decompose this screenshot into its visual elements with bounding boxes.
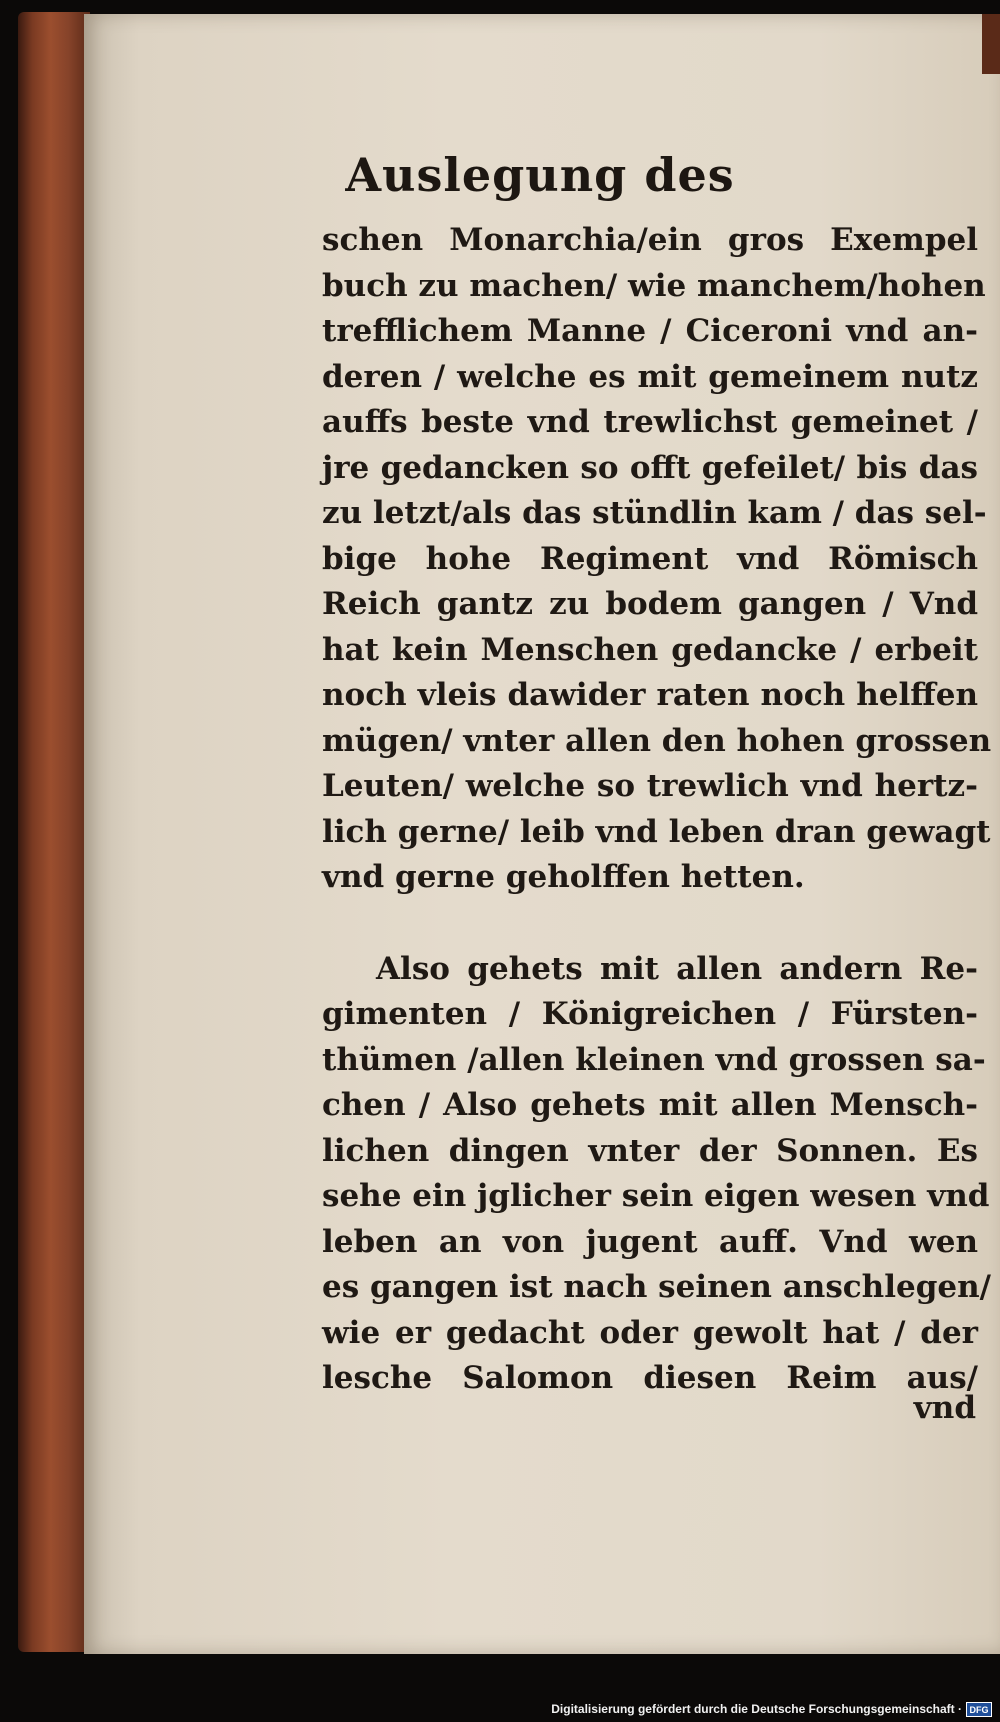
catchword: vnd <box>913 1390 976 1426</box>
text-line: Reich gantz zu bodem gangen / Vnd <box>322 586 978 622</box>
text-line: lesche Salomon diesen Reim aus/ <box>322 1360 978 1396</box>
text-line: lichen dingen vnter der Sonnen. Es <box>322 1132 978 1169</box>
text-line: hat kein Menschen gedancke / erbeit <box>322 631 978 668</box>
footer-bar <box>0 1694 1000 1722</box>
text-line: wie er gedacht oder gewolt hat / der <box>322 1314 978 1351</box>
book-spine-edge <box>18 12 90 1652</box>
text-line: es gangen ist nach seinen anschlegen/ <box>322 1269 991 1305</box>
text-line: mügen/ vnter allen den hohen grossen <box>322 722 992 759</box>
text-line: jre gedancken so offt gefeilet/ bis das <box>322 449 978 486</box>
text-line: noch vleis dawider raten noch helffen <box>322 677 978 713</box>
text-line: schen Monarchia/ein gros Exempel <box>322 222 978 258</box>
text-line: auffs beste vnd trewlichst gemeinet / <box>322 404 978 440</box>
text-line: buch zu machen/ wie manchem/hohen <box>322 267 986 304</box>
paragraph-1 <box>322 218 992 901</box>
text-line: sehe ein jglicher sein eigen wesen vnd <box>322 1178 990 1214</box>
text-line: trefflichem Manne / Ciceroni vnd an- <box>322 313 978 349</box>
text-line: zu letzt/als das stündlin kam / das sel- <box>322 495 987 531</box>
text-line: Leuten/ welche so trewlich vnd hertz- <box>322 768 978 804</box>
funding-notice: Digitalisierung gefördert durch die Deutsche Forschungsgemeinschaft · <box>551 1702 962 1716</box>
text-line: thümen /allen kleinen vnd grossen sa- <box>322 1041 986 1078</box>
running-head: Auslegung des <box>345 148 735 202</box>
body-text <box>322 218 992 1402</box>
dfg-logo-icon: DFG <box>966 1702 992 1717</box>
text-line: bige hohe Regiment vnd Römisch <box>322 540 978 577</box>
text-line: Also gehets mit allen andern Re- <box>376 950 978 987</box>
text-line: gimenten / Königreichen / Fürsten- <box>322 996 978 1032</box>
paragraph-2 <box>322 947 991 1402</box>
text-line: deren / welche es mit gemeinem nutz <box>322 358 978 395</box>
text-line: vnd gerne geholffen hetten. <box>322 859 805 895</box>
cover-corner <box>982 14 1000 74</box>
text-line: chen / Also gehets mit allen Mensch- <box>322 1087 978 1123</box>
text-line: lich gerne/ leib vnd leben dran gewagt <box>322 813 991 850</box>
text-line: leben an von jugent auff. Vnd wen <box>322 1223 978 1260</box>
